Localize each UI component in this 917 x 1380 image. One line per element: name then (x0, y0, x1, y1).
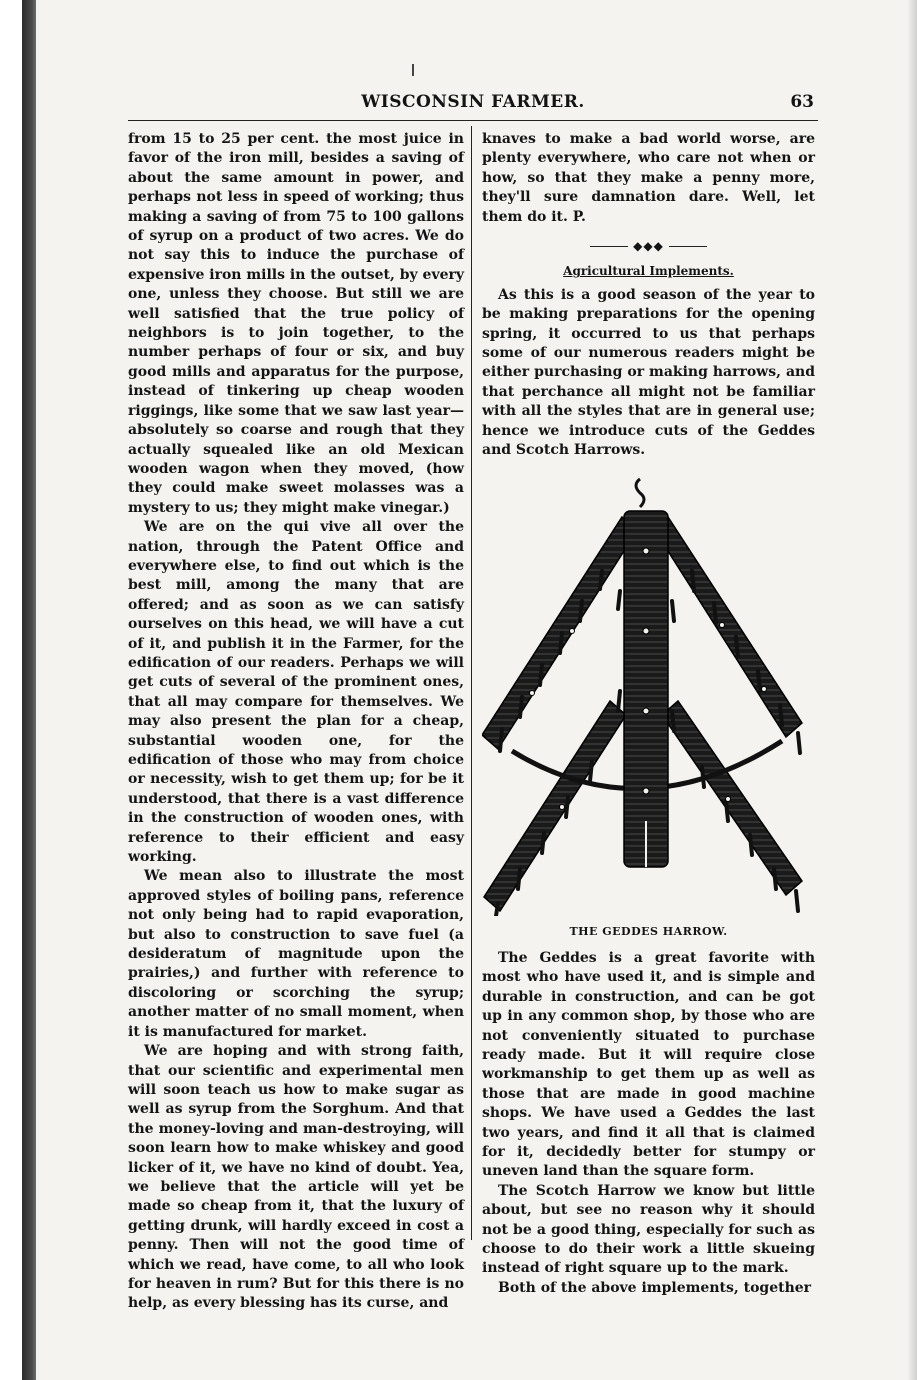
paragraph: The Geddes is a great favorite with most who have used it, and is simple and durable in construction, and can be got up in any common shop, by those who are not conveniently situated to purchase ready made. But it will require close workmanship to get them up as well as those that are made in good machine shops. We have used a Geddes the last two years, and find it all that is claimed for it, decidedly better for stumpy or uneven land than the square form. (482, 949, 815, 1180)
paragraph: knaves to make a bad world worse, are plenty everywhere, who care not when or how, so that they make a penny more, they'll sure damnation dare. Well, let them do it. P. (482, 131, 815, 225)
left-column (128, 130, 464, 1314)
right-column (482, 130, 815, 1298)
ornament-glyph: ◆◆◆ (633, 239, 664, 254)
paragraph: The Scotch Harrow we know but little about, but see no reason why it should not be a good thing, especially for such as choose to do their work a little skueing instead of right square up to the mark. (482, 1182, 815, 1277)
paragraph: As this is a good season of the year to be making preparations for the opening spring, it occurred to us that perhaps some of our numerous readers might be either purchasing or making harrows, and that perchance all might not be familiar with all the styles that are in general use; hence we introduce cuts of the Geddes and Scotch Harrows. (482, 286, 815, 459)
paragraph: Both of the above implements, together (498, 1279, 812, 1296)
page-title: WISCONSIN FARMER. (361, 92, 585, 112)
print-mark (412, 64, 414, 76)
paragraph: We are hoping and with strong faith, that our scientific and experimental men will soon teach us how to make sugar as well as syrup from the Sorghum. And that the money-loving and man-destroying, will soon learn how to make whiskey and good licker of it, we have no kind of doubt. Yea, we believe that the article will yet be made so cheap from it, that the luxury of getting drunk, will hardly exceed in cost a penny. Then will not the good time of which we read, have come, to all who look for heaven in rum? But for this there is no help, as every blessing has its curse, and (128, 1043, 464, 1312)
paragraph: from 15 to 25 per cent. the most juice in favor of the iron mill, besides a saving of about the same amount in power, and perhaps not less in speed of working; thus making a saving of from 75 to 100 gallons of syrup on a product of two acres. We do not say this to induce the purchase of expensive iron mills in the outset, by every one, unless they choose. But still we are well satisfied that the true policy of neighbors is to join together, to the number perhaps of four or six, and buy good mills and apparatus for the purpose, instead of tinkering up cheap wooden riggings, like some that we saw last year—absolutely so coarse and rough that they actually squealed like an old Mexican wooden wagon when they moved, (how they could make sweet molasses was a mystery to us; they might make vinegar.) (128, 131, 464, 516)
page-number: 63 (790, 92, 814, 112)
page-header (128, 88, 818, 122)
figure-caption: THE GEDDES HARROW. (569, 924, 728, 938)
section-title: Agricultural Implements. (563, 264, 734, 279)
column-divider (471, 126, 472, 1240)
header-rule (128, 120, 818, 121)
page-edge-right (907, 0, 917, 1380)
harrow-engraving-icon (482, 471, 815, 916)
paragraph: We are on the qui vive all over the nation, through the Patent Office and everywhere else, to find out which is the best mill, among the many that are offered; and as soon as we can satisfy ourselves on this head, we will have a cut of it, and publish it in the Farmer, for the edification of our readers. Perhaps we will get cuts of several of the prominent ones, that all may compare for themselves. We may also present the plan for a cheap, substantial wooden one, for the edification of those who may from choice or necessity, wish to get them up; for be it understood, that there is a vast difference in the construction of wooden ones, with reference to their efficient and easy working. (128, 519, 464, 866)
paragraph: We mean also to illustrate the most approved styles of boiling pans, reference not only being had to rapid evaporation, but also to construction to save fuel (a desideratum of magnitude upon the prairies,) and further with reference to discoloring or scorching the syrup; another matter of no small moment, when it is manufactured for market. (128, 868, 464, 1040)
section-ornament (482, 237, 815, 256)
geddes-harrow-illustration (482, 471, 815, 916)
